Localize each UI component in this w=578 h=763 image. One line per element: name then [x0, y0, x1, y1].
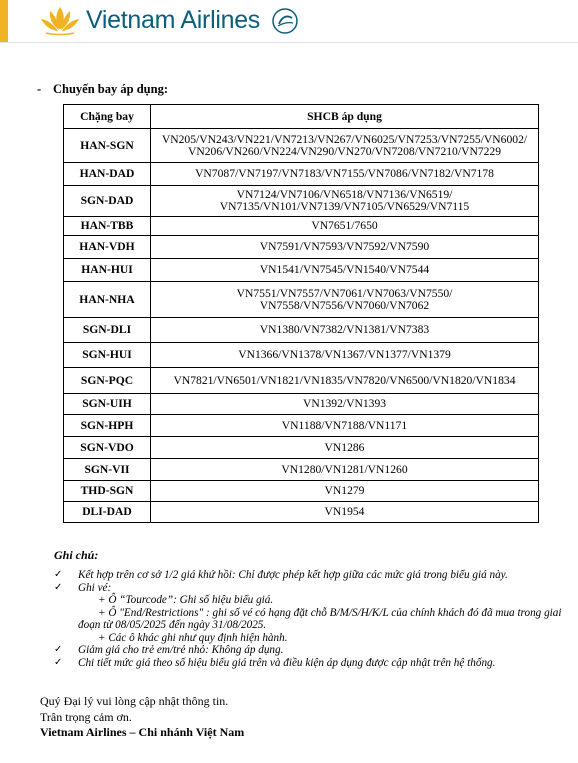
- route-cell: SGN-DAD: [64, 186, 151, 217]
- notes-title: Ghi chú:: [54, 548, 99, 562]
- flights-cell: [151, 236, 539, 259]
- note-item: [54, 644, 564, 657]
- table-header-row: [64, 105, 539, 129]
- flights-cell: [151, 186, 539, 217]
- note-item: [54, 569, 564, 582]
- flights-cell: [151, 282, 539, 318]
- route-cell: SGN-PQC: [64, 368, 151, 394]
- flights-cell: [151, 459, 539, 481]
- gold-accent-bar: [0, 0, 8, 42]
- route-cell: SGN-HUI: [64, 343, 151, 368]
- closing-block: [40, 694, 244, 741]
- table-row: [64, 259, 539, 282]
- flights-line: VN206/VN260/VN224/VN290/VN270/VN7208/VN7210/VN7229: [187, 144, 502, 158]
- table-row: [64, 129, 539, 163]
- table-row: [64, 368, 539, 394]
- flights-line: VN1188/VN7188/VN1171: [281, 418, 408, 432]
- flights-line: VN7087/VN7197/VN7183/VN7155/VN7086/VN7182/VN7178: [195, 167, 494, 180]
- flights-cell: [151, 502, 539, 523]
- note-text: Kết hợp trên cơ sở 1/2 giá khứ hồi: Chỉ được phép kết hợp giữa các mức giá trong biểu giá này.: [78, 569, 508, 581]
- note-text: Giảm giá cho trẻ em/trẻ nhỏ: Không áp dụng.: [78, 644, 284, 656]
- flights-line: VN7135/VN101/VN7139/VN7105/VN6529/VN7115: [219, 200, 470, 213]
- flights-line: VN1541/VN7545/VN1540/VN7544: [259, 263, 430, 276]
- flights-cell: [151, 368, 539, 394]
- flights-cell: [151, 437, 539, 459]
- flights-cell: [151, 343, 539, 368]
- flights-cell: [151, 163, 539, 186]
- flights-line: VN7821/VN6501/VN1821/VN1835/VN7820/VN6500/VN1820/VN1834: [173, 373, 516, 387]
- note-subitem-continuation: đoạn từ 08/05/2025 đến ngày 31/08/2025.: [78, 619, 267, 631]
- notes-section: [54, 548, 564, 669]
- flights-cell: [151, 318, 539, 343]
- route-cell: SGN-VDO: [64, 437, 151, 459]
- checkmark-icon: ✓: [54, 581, 63, 593]
- flights-line: VN7558/VN7556/VN7060/VN7062: [259, 298, 430, 312]
- note-text: Ghi vé:: [78, 581, 112, 594]
- route-cell: SGN-UIH: [64, 394, 151, 415]
- table-row: [64, 343, 539, 368]
- closing-line: Quý Đại lý vui lòng cập nhật thông tin.: [40, 694, 229, 708]
- table-row: [64, 459, 539, 481]
- flights-line: VN7551/VN7557/VN7061/VN7063/VN7550/: [236, 286, 453, 300]
- closing-line: Trân trọng cảm ơn.: [40, 709, 132, 724]
- flights-cell: [151, 415, 539, 437]
- flights-line: VN1954: [324, 505, 365, 518]
- flights-cell: [151, 217, 539, 236]
- flights-line: VN1280/VN1281/VN1260: [281, 462, 408, 476]
- skyteam-seal-icon: [270, 6, 300, 36]
- table-row: [64, 282, 539, 318]
- flights-line: VN7651/7650: [311, 219, 378, 232]
- column-header-route: Chặng bay: [64, 105, 151, 129]
- note-subitem: + Ô “Tourcode”: Ghi số hiệu biểu giá.: [98, 594, 274, 606]
- route-cell: HAN-SGN: [64, 129, 151, 163]
- checkmark-icon: ✓: [54, 656, 63, 668]
- flights-line: VN1366/VN1378/VN1367/VN1377/VN1379: [238, 348, 451, 361]
- note-item: [54, 657, 564, 670]
- flights-line: VN1286: [324, 440, 365, 454]
- note-item: [54, 582, 564, 645]
- route-cell: SGN-HPH: [64, 415, 151, 437]
- flights-line: VN7124/VN7106/VN6518/VN7136/VN6519/: [236, 188, 453, 201]
- checkmark-icon: ✓: [54, 569, 63, 580]
- note-subitem: + Các ô khác ghi như quy định hiện hành.: [98, 631, 288, 644]
- table-row: [64, 481, 539, 502]
- route-cell: HAN-VDH: [64, 236, 151, 259]
- table-row: [64, 186, 539, 217]
- route-cell: DLI-DAD: [64, 502, 151, 523]
- flights-line: VN1380/VN7382/VN1381/VN7383: [259, 323, 430, 336]
- applicable-flights-table: [63, 104, 539, 523]
- signature: Vietnam Airlines – Chi nhánh Việt Nam: [40, 725, 245, 739]
- flights-cell: [151, 129, 539, 163]
- column-header-flights: SHCB áp dụng: [151, 105, 539, 129]
- brand-wordmark: Vietnam Airlines: [86, 6, 260, 34]
- flights-line: VN1279: [324, 484, 365, 497]
- flights-line: VN1392/VN1393: [302, 397, 387, 410]
- letterhead: [0, 0, 578, 43]
- section-title: [37, 82, 168, 97]
- route-cell: HAN-HUI: [64, 259, 151, 282]
- lotus-logo-icon: [38, 3, 82, 37]
- route-cell: SGN-VII: [64, 459, 151, 481]
- note-subitem: + Ô "End/Restrictions" : ghi số vé có hạng đặt chỗ B/M/S/H/K/L của chính khách đó đã mua trong giai: [98, 606, 562, 619]
- table-row: [64, 394, 539, 415]
- flights-cell: [151, 259, 539, 282]
- route-cell: SGN-DLI: [64, 318, 151, 343]
- route-cell: HAN-DAD: [64, 163, 151, 186]
- flights-line: VN205/VN243/VN221/VN7213/VN267/VN6025/VN7253/VN7255/VN6002/: [161, 132, 528, 146]
- table-row: [64, 318, 539, 343]
- note-text: Chi tiết mức giá theo số hiệu biểu giá trên và điều kiện áp dụng được cập nhật trên hệ thống.: [78, 656, 496, 669]
- section-title-text: Chuyến bay áp dụng:: [53, 82, 168, 96]
- flights-cell: [151, 394, 539, 415]
- route-cell: HAN-NHA: [64, 282, 151, 318]
- section-bullet: -: [37, 82, 42, 96]
- route-cell: HAN-TBB: [64, 217, 151, 236]
- checkmark-icon: ✓: [54, 644, 63, 655]
- flights-cell: [151, 481, 539, 502]
- table-row: [64, 217, 539, 236]
- flights-line: VN7591/VN7593/VN7592/VN7590: [259, 240, 430, 253]
- table-row: [64, 163, 539, 186]
- route-cell: THD-SGN: [64, 481, 151, 502]
- table-row: [64, 236, 539, 259]
- table-row: [64, 437, 539, 459]
- table-row: [64, 502, 539, 523]
- table-row: [64, 415, 539, 437]
